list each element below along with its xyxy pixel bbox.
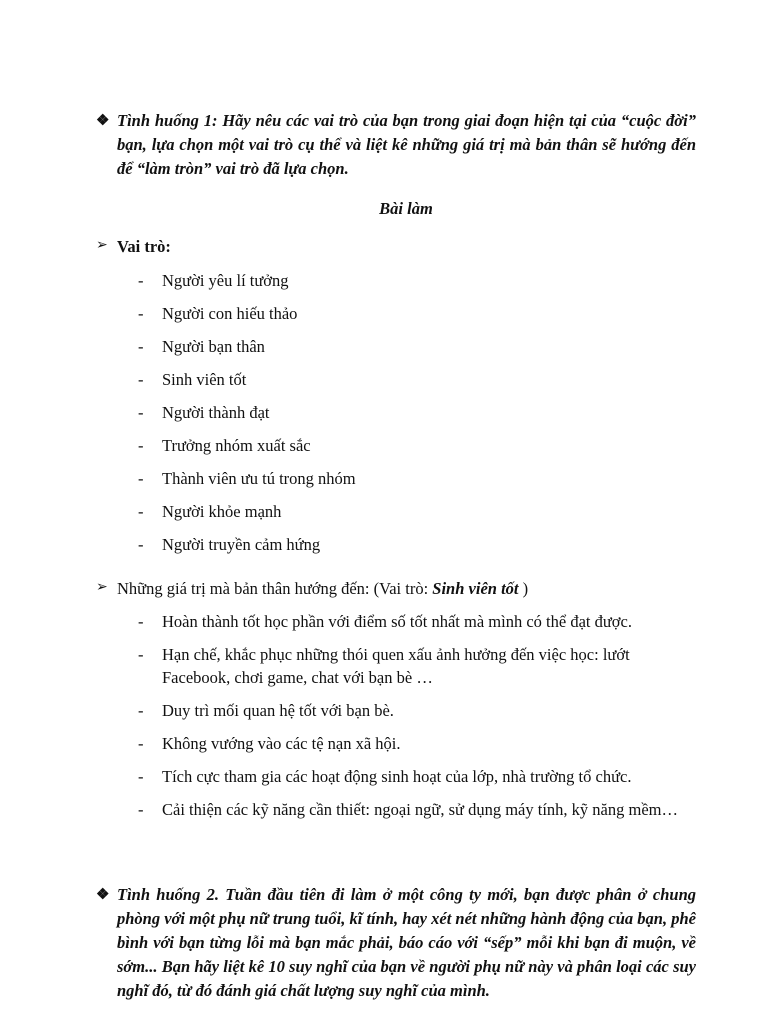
role-item-text: Người thành đạt [162,403,270,422]
dash-bullet: - [138,701,144,720]
dash-bullet: - [138,800,144,819]
list-item [138,401,698,424]
role-item-text: Người khỏe mạnh [162,502,282,521]
list-item [138,335,698,358]
situation-2-text: Tình huống 2. Tuần đầu tiên đi làm ở một công ty mới, bạn được phân ở chung phòng với một phụ nữ trung tuổi, kĩ tính, hay xét nét những hành động của bạn, phê bình với bạn từng lỗi mà bạn mắc phải, báo cáo với “sếp” mỗi khi bạn đi muộn, về sớm... Bạn hãy liệt kê 10 suy nghĩ của bạn về người phụ nữ này và phân loại các suy nghĩ đó, từ đó đánh giá chất lượng suy nghĩ của mình. [117,885,696,1000]
values-list [138,610,698,821]
list-item [138,467,698,490]
arrow-bullet-icon: ➢ [96,238,108,253]
list-item [138,302,698,325]
dash-bullet: - [138,271,144,290]
value-item-text: Duy trì mối quan hệ tốt với bạn bè. [162,701,394,720]
role-item-text: Trưởng nhóm xuất sắc [162,436,311,455]
situation-2-paragraph [96,883,696,1003]
dash-bullet: - [138,304,144,323]
diamond-bullet-icon: ❖ [96,887,110,903]
values-label-role: Sinh viên tốt [432,579,519,598]
roles-label: Vai trò: [117,237,171,256]
dash-bullet: - [138,337,144,356]
list-item [138,643,698,689]
arrow-bullet-icon: ➢ [96,580,108,595]
list-item [138,269,698,292]
values-label-prefix: Những giá trị mà bản thân hướng đến: (Vai trò: [117,579,433,598]
situation-1-text: Tình huống 1: Hãy nêu các vai trò của bạn trong giai đoạn hiện tại của “cuộc đời” bạn, lựa chọn một vai trò cụ thể và liệt kê những giá trị mà bản thân sẽ hướng đến để “làm tròn” vai trò đã lựa chọn. [117,111,696,178]
list-item [138,610,698,633]
roles-heading [96,236,696,258]
value-item-text: Tích cực tham gia các hoạt động sinh hoạt của lớp, nhà trường tổ chức. [162,767,632,786]
diamond-bullet-icon: ❖ [96,113,110,129]
dash-bullet: - [138,502,144,521]
role-item-text: Sinh viên tốt [162,370,247,389]
dash-bullet: - [138,645,144,664]
list-item [138,798,698,821]
value-item-text: Cải thiện các kỹ năng cần thiết: ngoại ngữ, sử dụng máy tính, kỹ năng mềm… [162,800,678,819]
value-item-text: Không vướng vào các tệ nạn xã hội. [162,734,401,753]
value-item-text: Hoàn thành tốt học phần với điểm số tốt nhất mà mình có thể đạt được. [162,612,632,631]
values-heading [96,578,696,600]
role-item-text: Thành viên ưu tú trong nhóm [162,469,356,488]
dash-bullet: - [138,734,144,753]
roles-list [138,269,698,556]
dash-bullet: - [138,612,144,631]
list-item [138,533,698,556]
dash-bullet: - [138,469,144,488]
list-item [138,434,698,457]
list-item [138,732,698,755]
role-item-text: Người truyền cảm hứng [162,535,321,554]
dash-bullet: - [138,403,144,422]
situation-1-paragraph [96,109,696,181]
answer-heading: Bài làm [379,199,433,218]
dash-bullet: - [138,535,144,554]
role-item-text: Người bạn thân [162,337,265,356]
list-item [138,368,698,391]
values-label-suffix: ) [518,579,529,598]
value-item-text: Hạn chế, khắc phục những thói quen xấu ảnh hưởng đến việc học: lướt Facebook, chơi game, chat với bạn bè … [162,645,630,687]
dash-bullet: - [138,370,144,389]
list-item [138,699,698,722]
role-item-text: Người yêu lí tưởng [162,271,289,290]
role-item-text: Người con hiếu thảo [162,304,298,323]
list-item [138,500,698,523]
dash-bullet: - [138,436,144,455]
dash-bullet: - [138,767,144,786]
values-label [117,578,696,600]
list-item [138,765,698,788]
